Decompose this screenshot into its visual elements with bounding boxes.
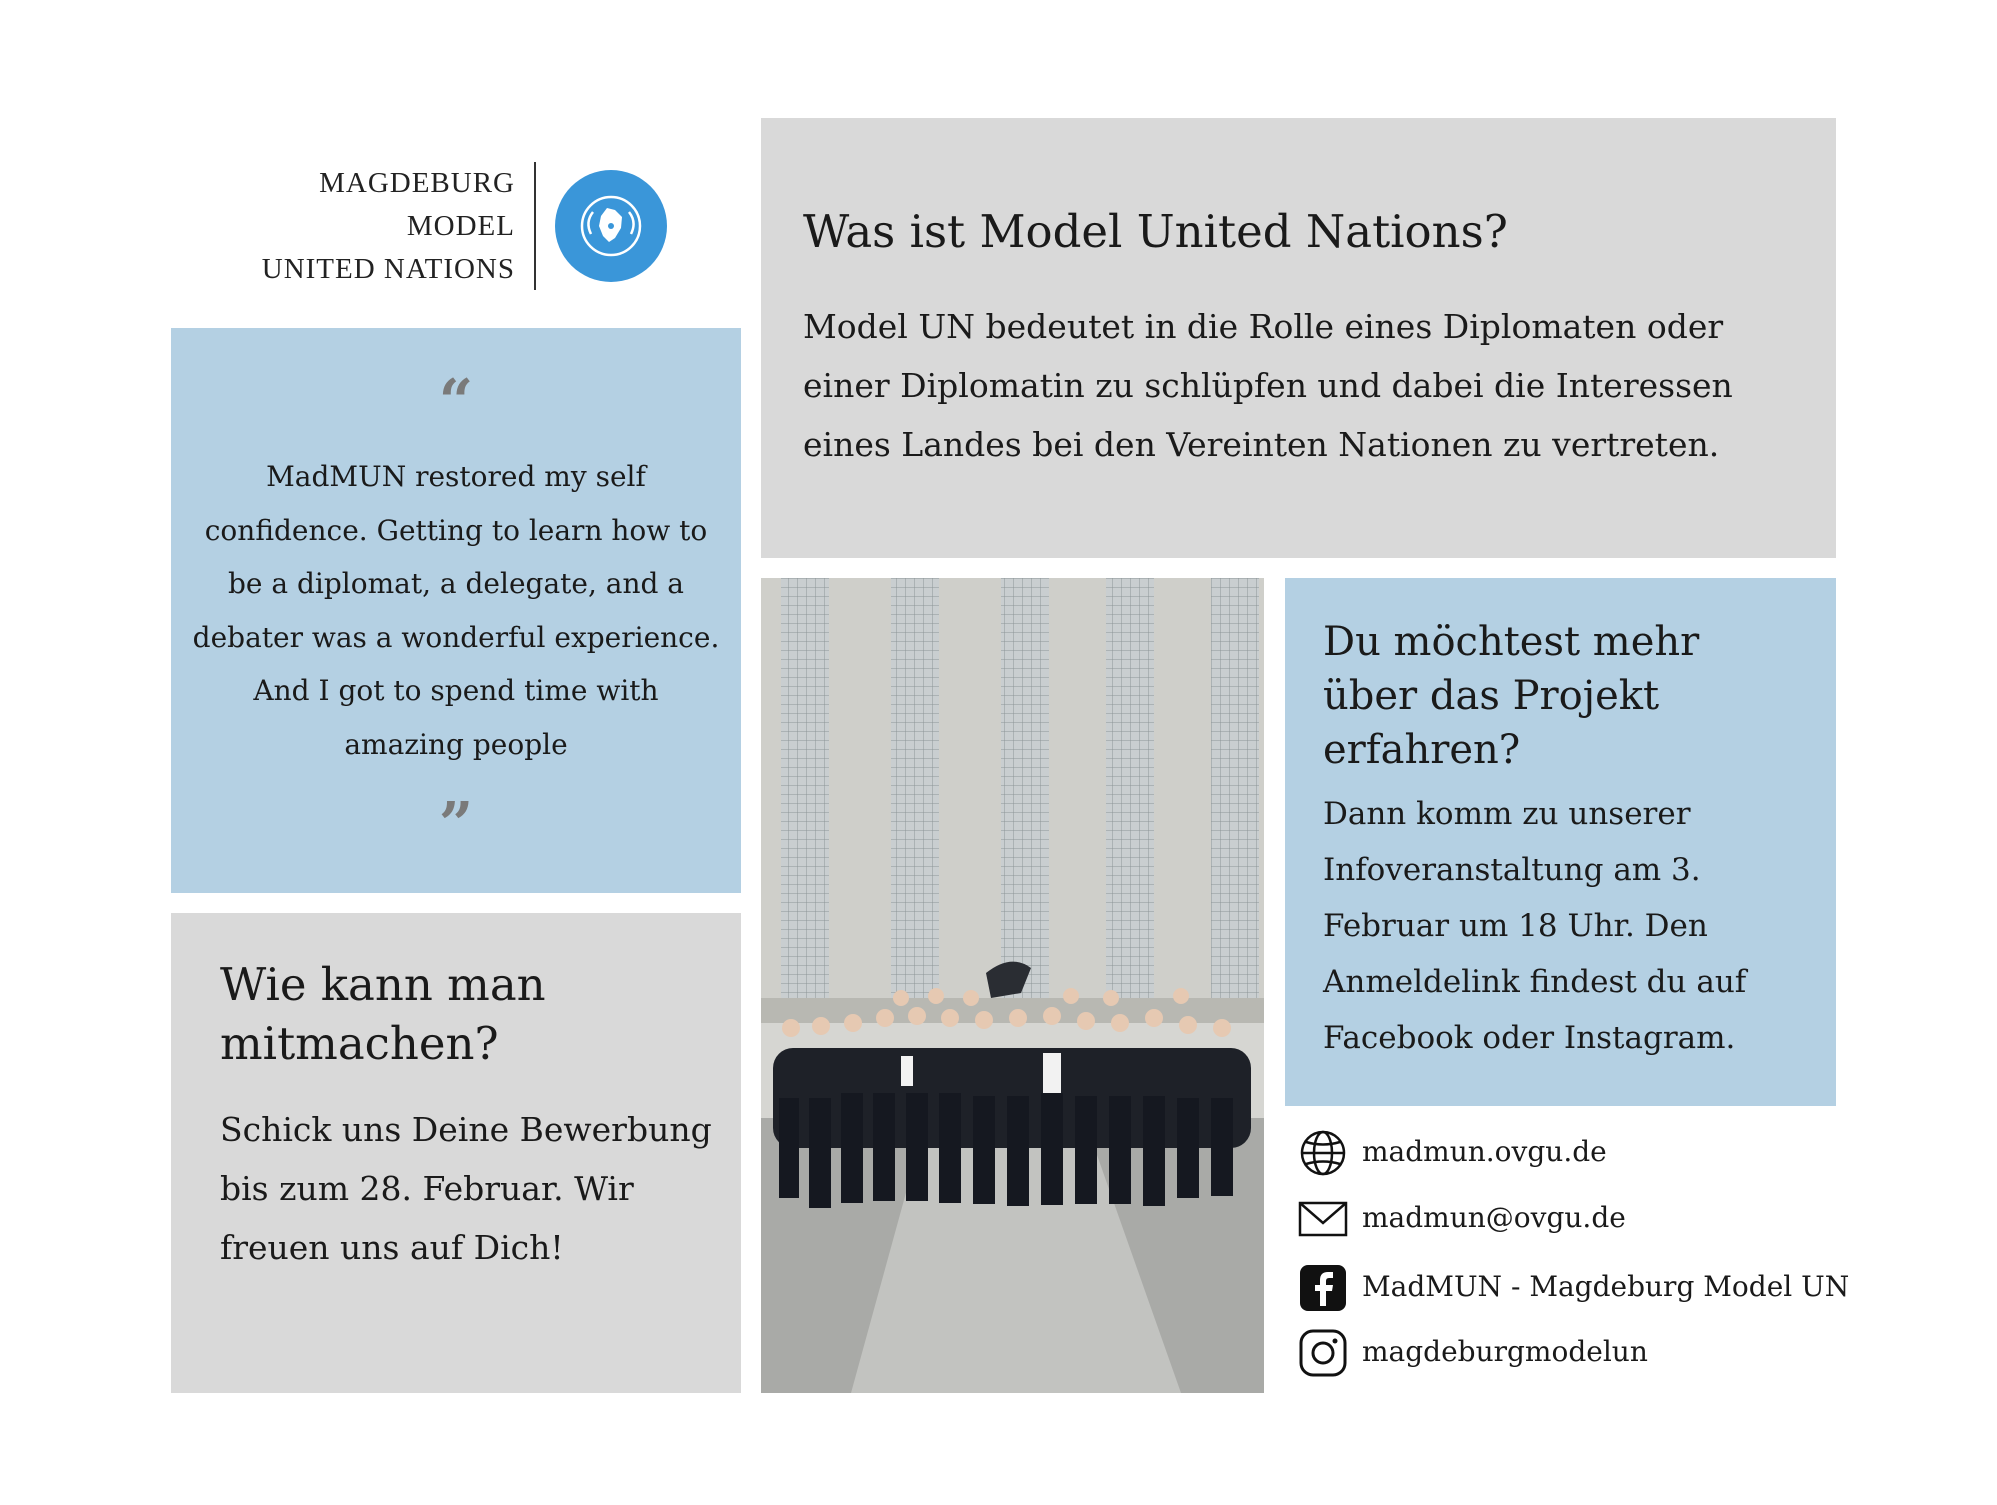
open-quote-icon: “ — [438, 367, 474, 437]
what-is-mun-text: Model UN bedeutet in die Rolle eines Diplomaten oder einer Diplomatin zu schlüpfen und dabei die Interessen eines Landes bei den Vereinten Nationen zu vertreten. — [803, 307, 1733, 464]
how-to-join-text: Schick uns Deine Bewerbung bis zum 28. Februar. Wir freuen uns auf Dich! — [220, 1110, 712, 1267]
learn-more-text: Dann komm zu unserer Infoveranstaltung am 3. Februar um 18 Uhr. Den Anmeldelink findest du auf Facebook oder Instagram. — [1323, 796, 1747, 1056]
instagram-text: magdeburgmodelun — [1362, 1335, 1648, 1368]
logo-divider — [534, 162, 536, 290]
contact-website-link[interactable] — [1297, 1127, 1857, 1179]
logo-line-3: UNITED NATIONS — [261, 253, 515, 285]
contact-facebook-link[interactable] — [1297, 1262, 1857, 1314]
group-photo — [761, 578, 1264, 1393]
close-quote-icon: ” — [438, 790, 474, 860]
contact-instagram-link[interactable] — [1297, 1327, 1857, 1379]
facebook-icon — [1297, 1262, 1349, 1314]
envelope-icon — [1297, 1193, 1349, 1245]
how-to-join-heading: Wie kann man mitmachen? — [220, 958, 546, 1070]
logo-wordmark — [215, 162, 515, 291]
contact-email-link[interactable] — [1297, 1193, 1857, 1245]
email-text: madmun@ovgu.de — [1362, 1201, 1626, 1234]
testimonial-text: MadMUN restored my self confidence. Getting to learn how to be a diplomat, a delegate, and a debater was a wonderful experience. And I got to spend time with amazing people — [192, 460, 720, 761]
facebook-text: MadMUN - Magdeburg Model UN — [1362, 1270, 1850, 1303]
un-emblem-icon — [555, 170, 667, 282]
logo-line-2: MODEL — [406, 210, 515, 242]
learn-more-heading: Du möchtest mehr über das Projekt erfahren? — [1323, 619, 1700, 773]
what-is-mun-heading: Was ist Model United Nations? — [803, 205, 1508, 258]
instagram-icon — [1297, 1327, 1349, 1379]
logo-line-1: MAGDEBURG — [319, 167, 515, 199]
globe-icon — [1297, 1127, 1349, 1179]
website-text: madmun.ovgu.de — [1362, 1135, 1607, 1168]
